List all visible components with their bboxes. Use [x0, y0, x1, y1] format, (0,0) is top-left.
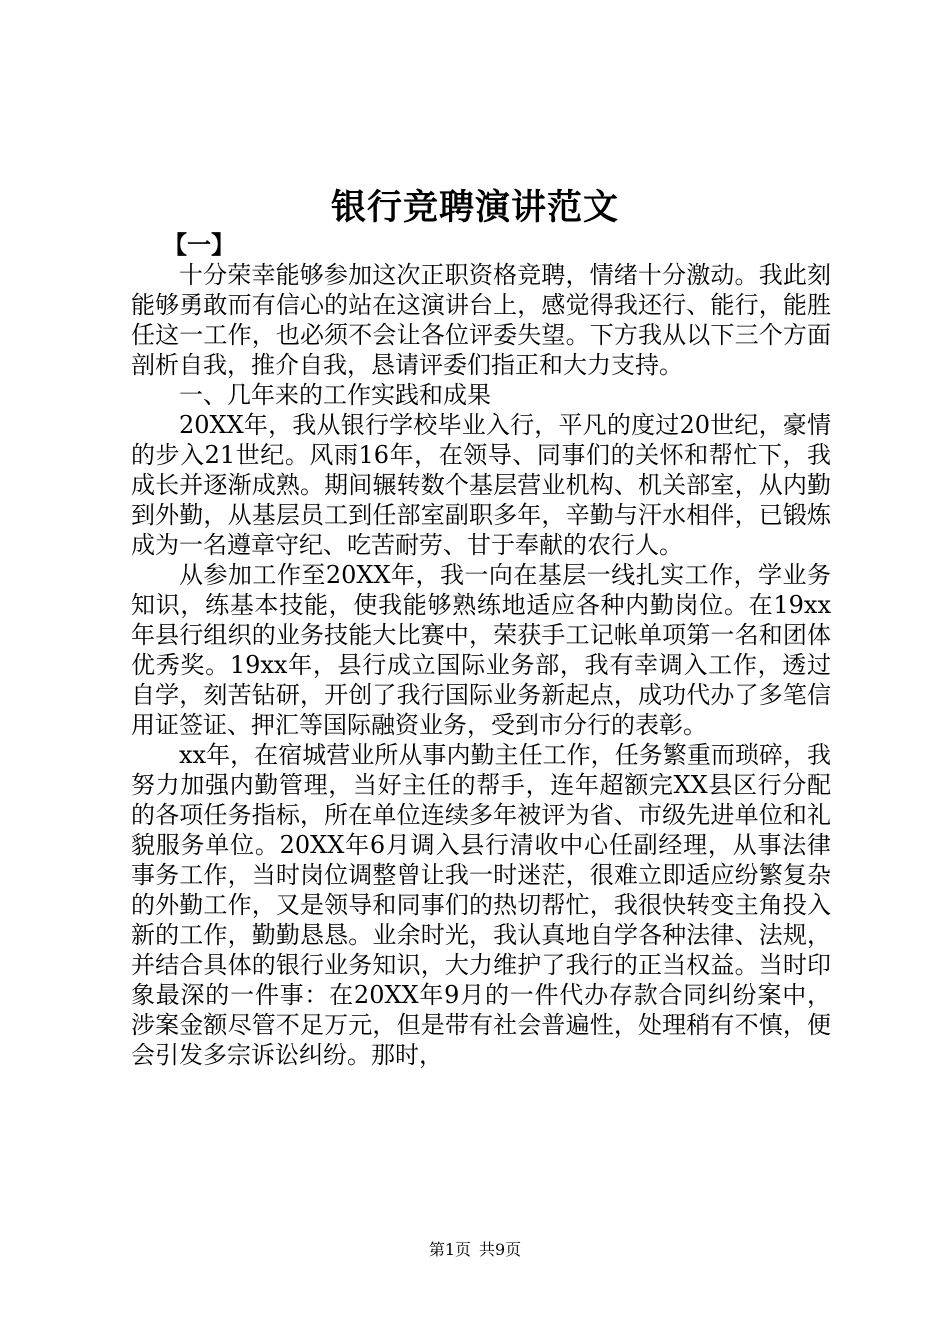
page-number: 第1页 [428, 1240, 471, 1259]
section-mark: 【一】 [163, 230, 235, 259]
document-title: 银行竞聘演讲范文 [330, 187, 619, 228]
paragraph-suchen-office: xx年，在宿城营业所从事内勤主任工作，任务繁重而琐碎，我努力加强内勤管理，当好主任的帮手，连年超额完XX县区行分配的各项任务指标，所在单位连续多年被评为省、市级先进单位和礼貌服务单位。20XX年6月调入县行清收中心任副经理，从事法律事务工作，当时岗位调整曾让我一时迷茫，很难立即适应纷繁复杂的外勤工作，又是领导和同事们的热切帮忙，我很快转变主角投入新的工作，勤勤恳恳。业余时光，我认真地自学各种法律、法规，并结合具体的银行业务知识，大力维护了我行的正当权益。当时印象最深的一件事：在20XX年9月的一件代办存款合同纠纷案中，涉案金额尽管不足万元，但是带有社会普遍性，处理稍有不慎，便会引发多宗诉讼纠纷。那时， [131, 741, 831, 1069]
section-heading: 一、几年来的工作实践和成果 [179, 381, 491, 409]
page-total: 共9页 [479, 1240, 522, 1259]
paragraph-intro: 十分荣幸能够参加这次正职资格竞聘，情绪十分激动。我此刻能够勇敢而有信心的站在这演讲台上，感觉得我还行、能行，能胜任这一工作，也必须不会让各位评委失望。下方我从以下三个方面剖析自我，推介自我，恳请评委们指正和大力支持。 [131, 261, 831, 379]
document-body [131, 230, 831, 1070]
paragraph-career-start: 20XX年，我从银行学校毕业入行，平凡的度过20世纪，豪情的步入21世纪。风雨16年，在领导、同事们的关怀和帮忙下，我成长并逐渐成熟。期间辗转数个基层营业机构、机关部室，从内勤到外勤，从基层员工到任部室副职多年，辛勤与汗水相伴，已锻炼成为一名遵章守纪、吃苦耐劳、甘于奉献的农行人。 [131, 411, 831, 559]
page-footer [0, 1240, 950, 1260]
paragraph-grassroots-work: 从参加工作至20XX年，我一向在基层一线扎实工作，学业务知识，练基本技能，使我能够熟练地适应各种内勤岗位。在19xx年县行组织的业务技能大比赛中，荣获手工记帐单项第一名和团体优秀奖。19xx年，县行成立国际业务部，我有幸调入工作，透过自学，刻苦钻研，开创了我行国际业务新起点，成功代办了多笔信用证签证、押汇等国际融资业务，受到市分行的表彰。 [131, 561, 831, 739]
